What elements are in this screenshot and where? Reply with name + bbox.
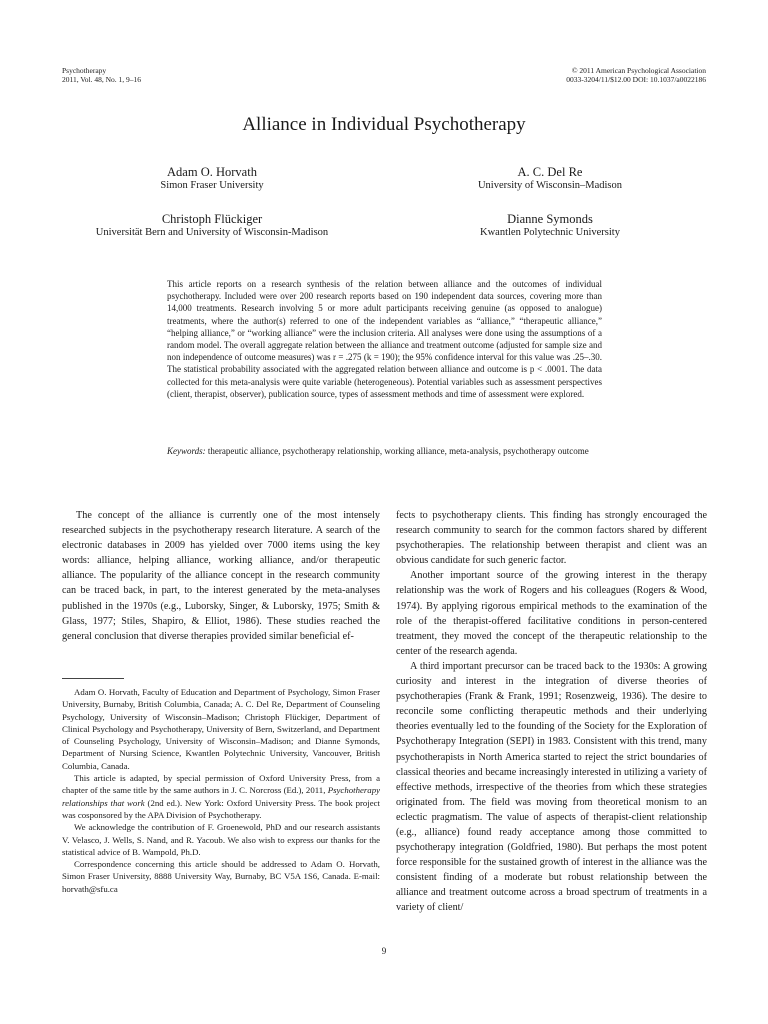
doi-line: 0033-3204/11/$12.00 DOI: 10.1037/a0022186 (566, 75, 706, 84)
author-name: Christoph Flückiger (161, 212, 263, 226)
body-paragraph: fects to psychotherapy clients. This finding has strongly encouraged the research community to search for the common factors shared by different psychotherapies. The relationship between therapist and client was an obvious candidate for such generic factor. (396, 510, 707, 567)
author-affiliation: Kwantlen Polytechnic University (480, 227, 620, 238)
footnote-divider (62, 678, 124, 679)
article-title: Alliance in Individual Psychotherapy (242, 114, 526, 135)
author-affiliation: University of Wisconsin–Madison (477, 180, 623, 191)
keywords (167, 445, 602, 457)
author-block-1 (92, 165, 332, 193)
journal-volume: 2011, Vol. 48, No. 1, 9–16 (62, 75, 142, 84)
footnote-affiliations: Adam O. Horvath, Faculty of Education and Department of Psychology, Simon Fraser University, Burnaby, British Columbia, Canada; A. C. Del Re, Department of Counseling Psychology, University of Wisconsin–Madison; Christoph Flückiger, Department of Clinical Psychology and Psychotherapy, University of Bern, Switzerland, and Department of Counseling Psychology, University of Wisconsin–Madison; and Dianne Symonds, Department of Nursing Science, Kwantlen Polytechnic University, Vancouver, British Columbia, Canada. (62, 687, 380, 771)
author-block-4 (430, 212, 670, 240)
author-affiliation: Simon Fraser University (160, 180, 264, 191)
author-block-2 (430, 165, 670, 193)
journal-header (62, 66, 141, 84)
author-block-3 (62, 212, 362, 240)
author-note (62, 686, 380, 895)
footnote-acknowledgment: We acknowledge the contribution of F. Groenewold, PhD and our research assistants V. Velasco, J. Wells, S. Nand, and R. Yacoub. We also wish to express our thanks for the statistical advice of B. Wampold, Ph.D. (62, 822, 380, 857)
left-column (62, 508, 380, 644)
footnote-text: This article is adapted, by special permission of Oxford University Press, from a chapter of the same title by the same authors in J. C. Norcross (Ed.), 2011, (62, 773, 380, 796)
copyright-line: © 2011 American Psychological Association (571, 66, 706, 75)
body-paragraph: The concept of the alliance is currently one of the most intensely researched subjects in the psychotherapy research literature. A search of the electronic databases in 2009 has yielded over 7000 items using the key words: alliance, helping alliance, working alliance, and/or therapeutic alliance. The popularity of the alliance concept in the research community can be traced back, in part, to the interest generated by the meta-analyses published in the 1970s (e.g., Luborsky, Singer, & Luborsky, 1975; Smith & Glass, 1977; Stiles, Shapiro, & Elliot, 1986). These studies reached the general conclusion that diverse therapies provided similar beneficial ef- (62, 510, 380, 642)
body-paragraph: Another important source of the growing interest in the therapy relationship was the work of Rogers and his colleagues (Rogers & Wood, 1974). By applying rigorous empirical methods to the examination of the role of the therapist-offered facilitative conditions in person-centered treatment, they moved the concept of the therapeutic relationship to the center of the research agenda. (396, 570, 707, 657)
body-paragraph: A third important precursor can be traced back to the 1930s: A growing curiosity and interest in the integration of diverse theories of psychotherapies (Frank & Frank, 1991; Rosenzweig, 1936). The desire to reconcile some conflicting therapeutic methods and their underlying theories eventually led to the founding of the Society for the Exploration of Psychotherapy Integration (SEPI) in 1983. Consistent with this trend, many psychotherapists in North America started to reject the strict boundaries of classical theories and became increasingly interested in utilizing a variety of effective methods, irrespective of the theories from which these strategies originated from. The field was moving from theoretical monism to an eclectic pragmatism. The value of aspects of therapist-client relationship (e.g., alliance) found ready acceptance among those committed to psychotherapy integration (Goldfried, 1980). But perhaps the most potent force responsible for the sustained growth of interest in the alliance was the consistent finding of a moderate but robust relationship between the alliance and treatment outcome across a broad spectrum of treatments in a variety of client/ (396, 660, 707, 914)
author-name: A. C. Del Re (517, 165, 583, 179)
keywords-label: Keywords: (167, 446, 206, 456)
author-name: Dianne Symonds (507, 212, 593, 226)
copyright-header (566, 66, 706, 84)
footnote-adaptation (62, 772, 380, 821)
author-affiliation: Universität Bern and University of Wisconsin-Madison (95, 227, 329, 238)
footnote-correspondence: Correspondence concerning this article should be addressed to Adam O. Horvath, Simon Fraser University, 8888 University Way, Burnaby, BC V5A 1S6, Canada. E-mail: horvath@sfu.ca (62, 859, 380, 894)
footnote-text: (2nd ed.). New York: Oxford University Press. The book project was cosponsored by the APA Division of Psychotherapy. (62, 797, 380, 820)
right-column (396, 508, 707, 916)
author-name: Adam O. Horvath (167, 165, 257, 179)
journal-name: Psychotherapy (62, 66, 107, 75)
keywords-text: therapeutic alliance, psychotherapy relationship, working alliance, meta-analysis, psychotherapy outcome (207, 446, 589, 456)
book-title: Psychotherapy relationships that work (62, 785, 380, 808)
page-number: 9 (381, 946, 387, 956)
abstract: This article reports on a research synthesis of the relation between alliance and the outcomes of individual psychotherapy. Included were over 200 research reports based on 190 independent data sources, covering more than 14,000 treatments. Research involving 5 or more adult participants receiving genuine (as opposed to analogue) treatments, where the author(s) referred to one of the independent variables as “alliance,” “therapeutic alliance,” “helping alliance,” or “working alliance” were the inclusion criteria. All analyses were done using the assumptions of a random model. The overall aggregate relation between the alliance and treatment outcome (adjusted for sample size and non independence of outcome measures) was r = .275 (k = 190); the 95% confidence interval for this value was .25–.30. The statistical probability associated with the aggregated relation between alliance and outcome is p < .0001. The data collected for this meta-analysis were quite variable (heterogeneous). Potential variables such as assessment perspectives (client, therapist, observer), publication source, types of assessment methods and time of assessment were explored. (167, 279, 602, 399)
